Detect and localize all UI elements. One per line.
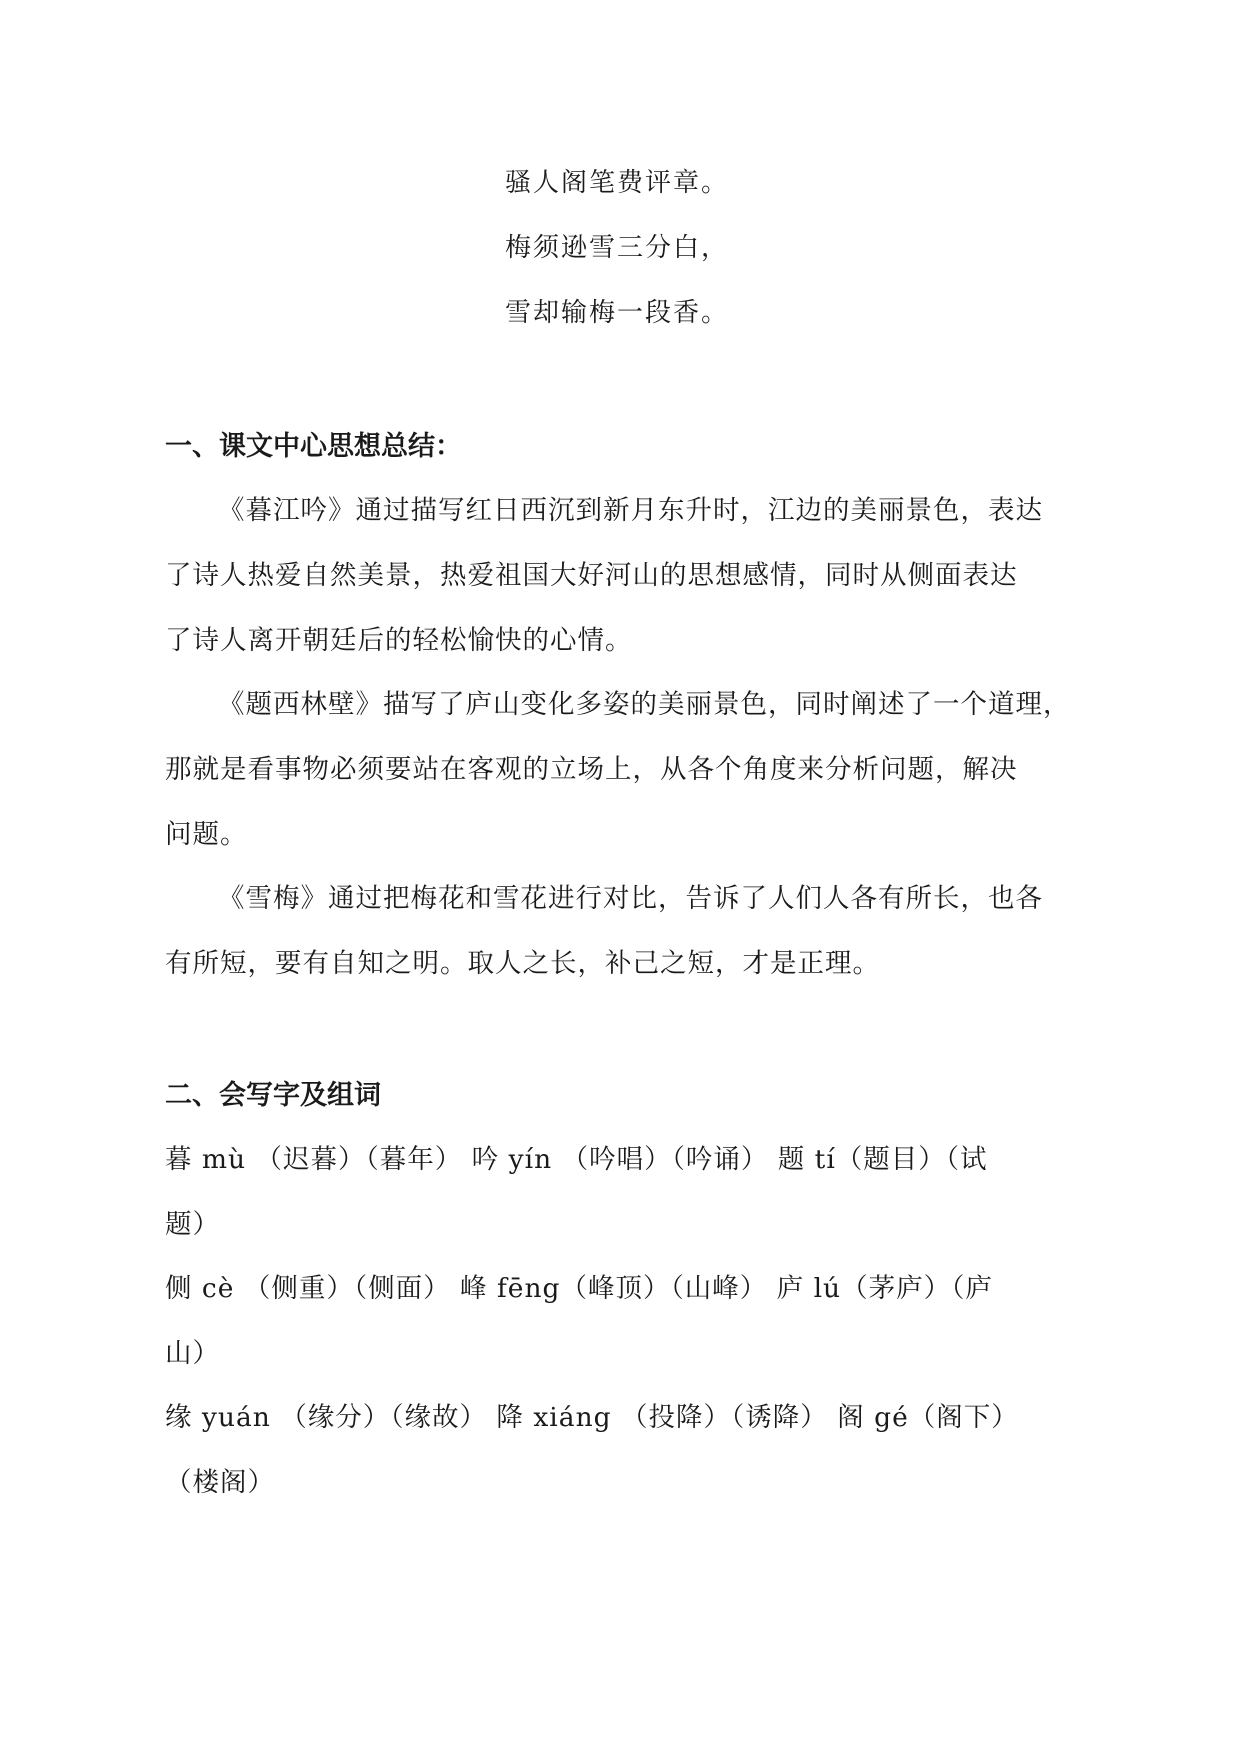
- paragraph-line: 了诗人离开朝廷后的轻松愉快的心情。: [165, 625, 633, 656]
- vocab-line: 侧 cè （侧重）（侧面） 峰 fēng（峰顶）（山峰） 庐 lú（茅庐）（庐: [165, 1273, 993, 1304]
- poem-line-1: 骚人阁笔费评章。: [505, 168, 730, 198]
- vocab-line: 题）: [165, 1209, 220, 1240]
- paragraph-line: 《暮江吟》通过描写红日西沉到新月东升时，江边的美丽景色，表达: [218, 495, 1043, 526]
- paragraph-line: 那就是看事物必须要站在客观的立场上，从各个角度来分析问题，解决: [165, 754, 1018, 785]
- vocab-line: （楼阁）: [165, 1467, 275, 1498]
- vocab-line: 缘 yuán （缘分）（缘故） 降 xiáng （投降）（诱降） 阁 gé（阁下）: [165, 1402, 1019, 1433]
- paragraph-line: 了诗人热爱自然美景，热爱祖国大好河山的思想感情，同时从侧面表达: [165, 560, 1018, 591]
- paragraph-line: 《题西林壁》描写了庐山变化多姿的美丽景色，同时阐述了一个道理，: [218, 689, 1071, 720]
- poem-line-3: 雪却输梅一段香。: [505, 298, 730, 328]
- poem-line-2: 梅须逊雪三分白，: [505, 233, 730, 263]
- paragraph-line: 有所短，要有自知之明。取人之长，补己之短，才是正理。: [165, 948, 880, 979]
- vocab-line: 山）: [165, 1338, 220, 1369]
- section-heading-vocabulary: 二、会写字及组词: [165, 1080, 381, 1111]
- paragraph-line: 问题。: [165, 819, 248, 850]
- vocab-line: 暮 mù （迟暮）（暮年） 吟 yín （吟唱）（吟诵） 题 tí（题目）（试: [165, 1144, 988, 1175]
- section-heading-central-idea: 一、课文中心思想总结：: [165, 431, 462, 462]
- paragraph-line: 《雪梅》通过把梅花和雪花进行对比，告诉了人们人各有所长，也各: [218, 883, 1043, 914]
